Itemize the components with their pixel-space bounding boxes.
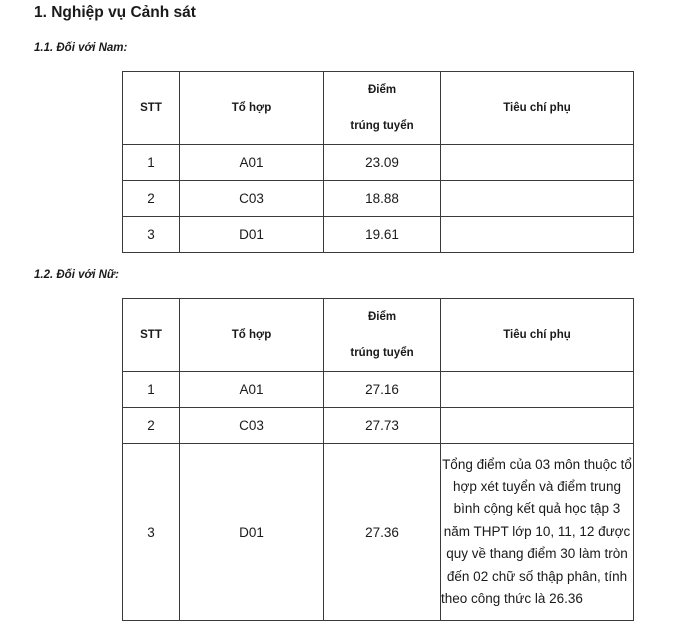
header-score bbox=[324, 72, 441, 145]
header-combo: Tổ hợp bbox=[180, 72, 324, 145]
cell-combo: D01 bbox=[180, 217, 324, 253]
cell-combo: D01 bbox=[180, 444, 324, 621]
table-row bbox=[123, 145, 634, 181]
header-criteria: Tiêu chí phụ bbox=[441, 299, 634, 372]
header-criteria: Tiêu chí phụ bbox=[441, 72, 634, 145]
cell-stt: 1 bbox=[123, 372, 180, 408]
table-header-row bbox=[123, 299, 634, 372]
header-stt: STT bbox=[123, 72, 180, 145]
cell-criteria bbox=[441, 408, 634, 444]
cell-combo: C03 bbox=[180, 181, 324, 217]
cell-criteria bbox=[441, 181, 634, 217]
cell-combo: C03 bbox=[180, 408, 324, 444]
cell-criteria-note: Tổng điểm của 03 môn thuộc tổ hợp xét tuyển và điểm trung bình cộng kết quả học tập 3 năm THPT lớp 10, 11, 12 được quy về thang điểm 30 làm tròn đến 02 chữ số thập phân, tính theo công thức là 26.36 bbox=[441, 444, 634, 621]
cell-stt: 3 bbox=[123, 444, 180, 621]
cell-stt: 2 bbox=[123, 408, 180, 444]
table-row bbox=[123, 181, 634, 217]
subsection-title-male: 1.1. Đối với Nam: bbox=[34, 42, 128, 54]
cell-score: 27.16 bbox=[324, 372, 441, 408]
cell-stt: 2 bbox=[123, 181, 180, 217]
section-heading: 1. Nghiệp vụ Cảnh sát bbox=[34, 4, 196, 21]
table-header-row bbox=[123, 72, 634, 145]
cell-score: 18.88 bbox=[324, 181, 441, 217]
header-score-line2: trúng tuyển bbox=[350, 120, 414, 132]
cell-criteria bbox=[441, 145, 634, 181]
score-table-female bbox=[122, 298, 634, 621]
cell-stt: 1 bbox=[123, 145, 180, 181]
cell-score: 27.73 bbox=[324, 408, 441, 444]
cell-score: 27.36 bbox=[324, 444, 441, 621]
table-row bbox=[123, 444, 634, 621]
header-combo: Tổ hợp bbox=[180, 299, 324, 372]
subsection-title-female: 1.2. Đối với Nữ: bbox=[34, 269, 119, 281]
table-row bbox=[123, 217, 634, 253]
cell-combo: A01 bbox=[180, 145, 324, 181]
header-score-line2: trúng tuyển bbox=[350, 347, 414, 359]
cell-stt: 3 bbox=[123, 217, 180, 253]
table-row bbox=[123, 372, 634, 408]
header-score-line1: Điểm bbox=[367, 311, 397, 323]
cell-criteria bbox=[441, 372, 634, 408]
cell-criteria bbox=[441, 217, 634, 253]
header-score-line1: Điểm bbox=[367, 84, 397, 96]
cell-score: 19.61 bbox=[324, 217, 441, 253]
header-stt: STT bbox=[123, 299, 180, 372]
cell-combo: A01 bbox=[180, 372, 324, 408]
header-score bbox=[324, 299, 441, 372]
table-row bbox=[123, 408, 634, 444]
score-table-male bbox=[122, 71, 634, 253]
cell-score: 23.09 bbox=[324, 145, 441, 181]
